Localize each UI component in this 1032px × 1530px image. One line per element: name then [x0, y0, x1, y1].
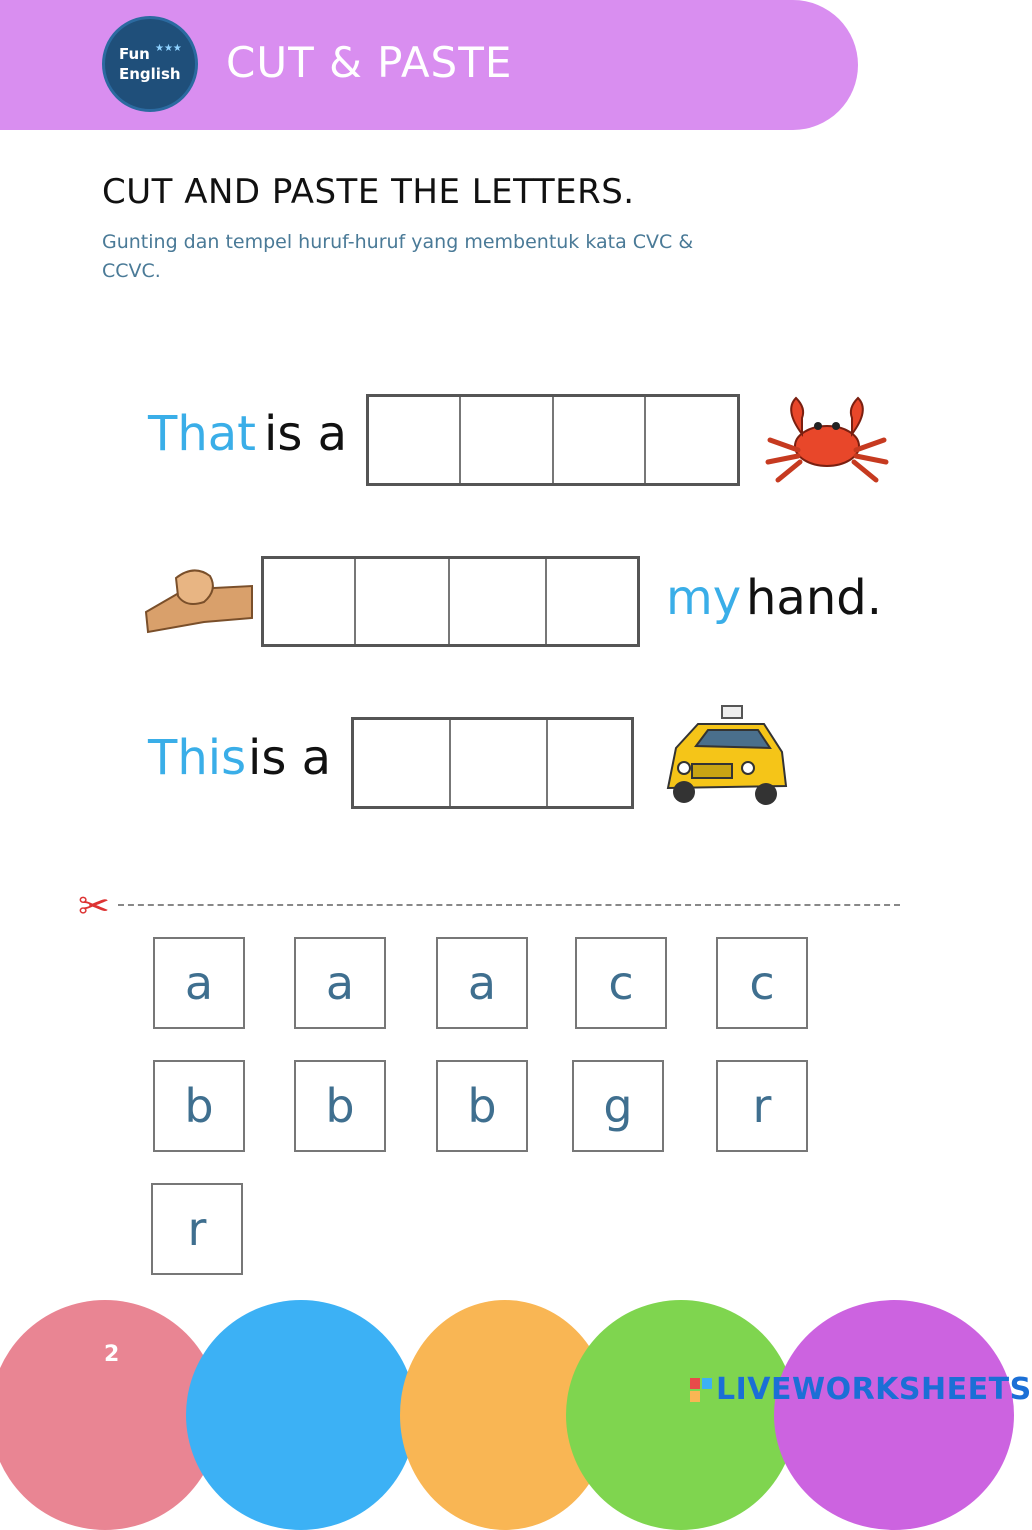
answer-boxes-2 — [261, 556, 640, 647]
cut-line — [118, 904, 900, 906]
page-title: CUT & PASTE — [226, 38, 513, 87]
footer-circle-green — [566, 1300, 796, 1530]
letter-tile-c[interactable]: c — [575, 937, 667, 1029]
sentence-2-word-my: my — [666, 570, 742, 626]
scissors-icon: ✂ — [78, 884, 110, 928]
sentence-2-word-hand: hand. — [746, 570, 882, 626]
handshake-icon — [144, 560, 256, 636]
answer-box[interactable] — [356, 559, 450, 644]
letter-tile-r[interactable]: r — [151, 1183, 243, 1275]
answer-box[interactable] — [554, 397, 646, 483]
letter-tile-a[interactable]: a — [153, 937, 245, 1029]
letter-tile-r[interactable]: r — [716, 1060, 808, 1152]
answer-box[interactable] — [646, 397, 737, 483]
answer-box[interactable] — [461, 397, 553, 483]
footer-circle-purple — [774, 1300, 1014, 1530]
answer-box[interactable] — [264, 559, 356, 644]
answer-box[interactable] — [548, 720, 631, 806]
page-number: 2 — [104, 1342, 120, 1367]
crab-icon — [762, 390, 892, 486]
answer-box[interactable] — [369, 397, 461, 483]
answer-boxes-3 — [351, 717, 634, 809]
answer-box[interactable] — [354, 720, 451, 806]
sentence-3-word-this: This — [148, 730, 247, 786]
sentence-1-word-is-a: is a — [264, 406, 348, 462]
letter-tile-c[interactable]: c — [716, 937, 808, 1029]
answer-box[interactable] — [547, 559, 637, 644]
letter-tile-b[interactable]: b — [294, 1060, 386, 1152]
footer-circle-blue — [186, 1300, 416, 1530]
logo-text-english: English — [119, 65, 181, 83]
answer-box[interactable] — [451, 720, 548, 806]
sentence-3-word-is-a: is a — [248, 730, 332, 786]
letter-tile-a[interactable]: a — [294, 937, 386, 1029]
taxi-icon — [662, 702, 790, 810]
fun-english-logo — [102, 16, 198, 112]
letter-tile-b[interactable]: b — [153, 1060, 245, 1152]
liveworksheets-brand[interactable]: LIVEWORKSHEETS — [716, 1372, 1032, 1407]
instruction-title: CUT AND PASTE THE LETTERS. — [102, 172, 635, 212]
letter-tile-g[interactable]: g — [572, 1060, 664, 1152]
sentence-1-word-that: That — [148, 406, 256, 462]
liveworksheets-logo-icon — [690, 1378, 712, 1402]
letter-tile-a[interactable]: a — [436, 937, 528, 1029]
answer-box[interactable] — [450, 559, 547, 644]
logo-text-fun: Fun — [119, 45, 150, 63]
letter-tile-b[interactable]: b — [436, 1060, 528, 1152]
answer-boxes-1 — [366, 394, 740, 486]
logo-stars-icon: ★★★ — [155, 43, 182, 54]
instruction-translation: Gunting dan tempel huruf-huruf yang membentuk kata CVC & CCVC. — [102, 231, 694, 282]
